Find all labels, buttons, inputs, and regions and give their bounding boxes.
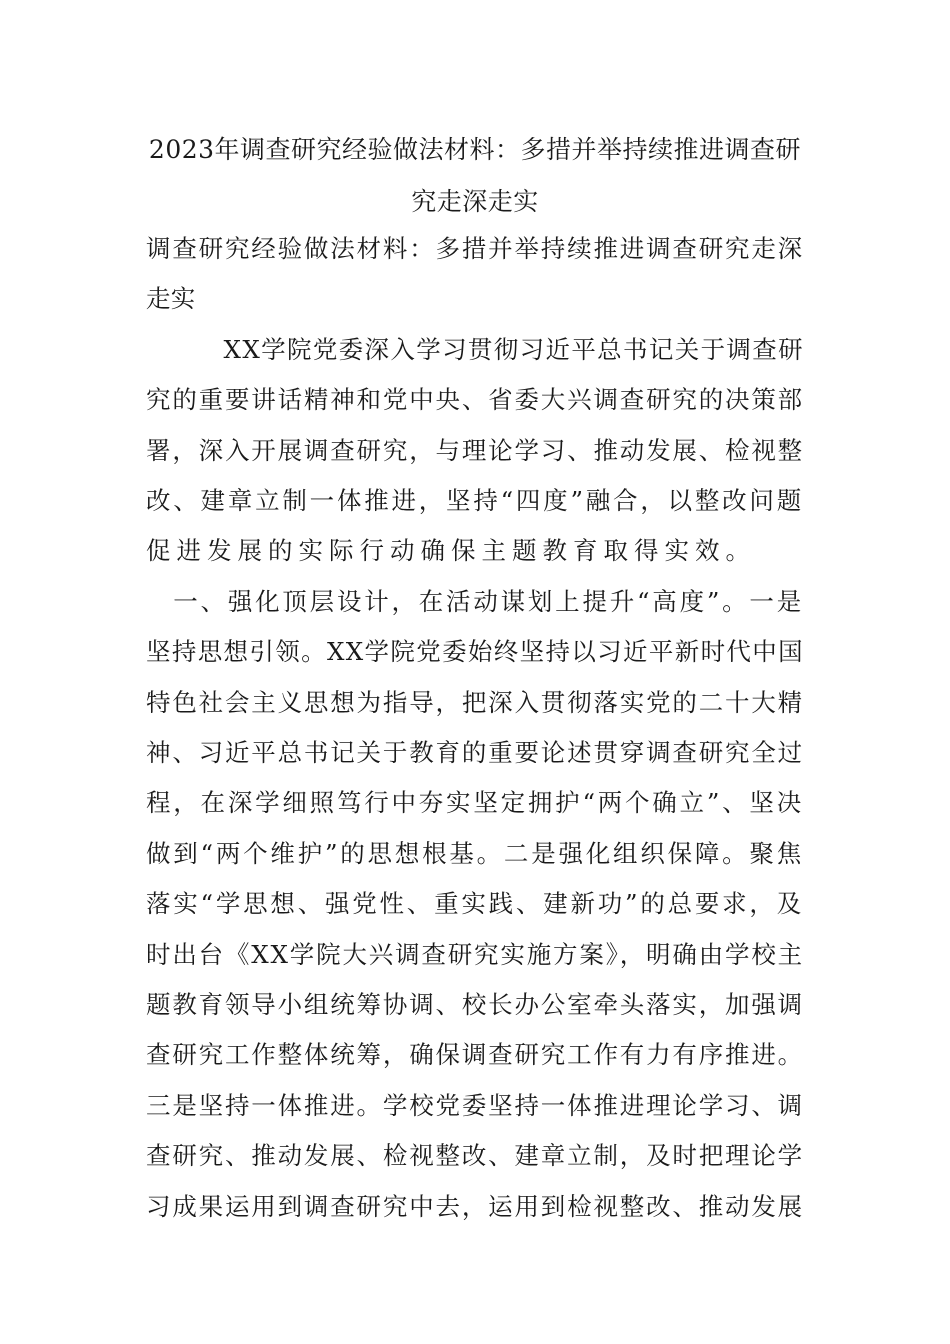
body-line: 做到“两个维护”的思想根基。二是强化组织保障。聚焦 <box>146 838 804 868</box>
body-line: 时出台《XX学院大兴调查研究实施方案》，明确由学校主 <box>146 939 804 969</box>
body-line: XX学院党委深入学习贯彻习近平总书记关于调查研 <box>146 334 804 364</box>
body-line: 三是坚持一体推进。学校党委坚持一体推进理论学习、调 <box>146 1090 804 1120</box>
body-line: 坚持思想引领。XX学院党委始终坚持以习近平新时代中国 <box>146 637 804 667</box>
body-line: 查研究工作整体统筹，确保调查研究工作有力有序推进。 <box>146 1040 804 1070</box>
body-line: 改、建章立制一体推进，坚持“四度”融合，以整改问题 <box>146 486 804 515</box>
body-line: 程，在深学细照笃行中夯实坚定拥护“两个确立”、坚决 <box>146 788 804 818</box>
title-line-2: 究走深走实 <box>411 187 539 216</box>
body-line: 署，深入开展调查研究，与理论学习、推动发展、检视整 <box>146 435 804 465</box>
body-line: 题教育领导小组统筹协调、校长办公室牵头落实，加强调 <box>146 990 804 1019</box>
body-line: 神、习近平总书记关于教育的重要论述贯穿调查研究全过 <box>146 738 804 767</box>
title-line-1: 2023年调查研究经验做法材料：多措并举持续推进调查研 <box>148 135 802 164</box>
body-line: 习成果运用到调查研究中去，运用到检视整改、推动发展 <box>146 1191 804 1221</box>
body-line: 查研究、推动发展、检视整改、建章立制，及时把理论学 <box>146 1141 804 1171</box>
body-line: 调查研究经验做法材料：多措并举持续推进调查研究走深 <box>146 234 804 263</box>
body-line: 究的重要讲话精神和党中央、省委大兴调查研究的决策部 <box>146 385 804 415</box>
body-line: 一、强化顶层设计，在活动谋划上提升“高度”。一是 <box>146 586 804 616</box>
body-line: 特色社会主义思想为指导，把深入贯彻落实党的二十大精 <box>146 687 804 717</box>
body-line: 落实“学思想、强党性、重实践、建新功”的总要求，及 <box>146 889 804 919</box>
body-line: 促进发展的实际行动确保主题教育取得实效。 <box>146 536 756 566</box>
body-line: 走实 <box>146 284 196 314</box>
